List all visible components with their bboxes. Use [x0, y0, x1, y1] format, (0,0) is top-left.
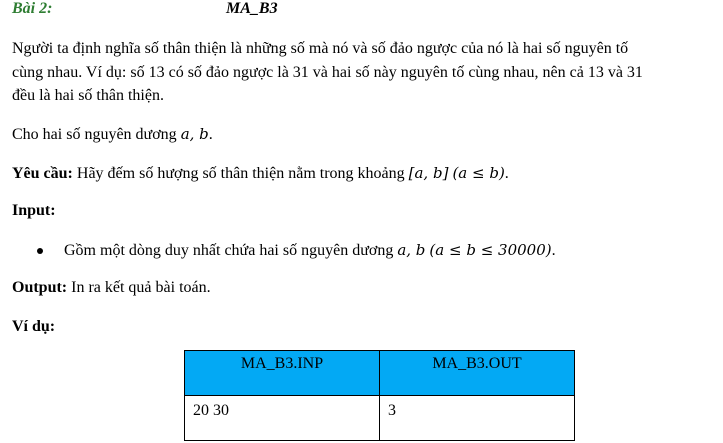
output-line — [12, 278, 211, 298]
example-header-inp: MA_B3.INP — [185, 351, 380, 396]
example-cell-input: 20 30 — [185, 396, 380, 441]
problem-code: MA_B3 — [226, 0, 278, 17]
requirement-line — [12, 163, 509, 184]
problem-number: Bài 2: — [12, 0, 53, 17]
table-row — [185, 396, 575, 441]
example-table — [184, 350, 575, 441]
input-bullet-line — [64, 240, 556, 261]
input-bullet-math: a, b — [397, 241, 426, 259]
example-table-header-row — [185, 351, 575, 396]
given-text: Cho hai số nguyên dương — [12, 126, 181, 143]
requirement-label: Yêu cầu: — [12, 165, 73, 182]
given-end: . — [208, 126, 213, 143]
output-text: In ra kết quả bài toán. — [67, 279, 211, 296]
example-label: Ví dụ: — [12, 318, 56, 335]
requirement-text: Hãy đếm số hượng số thân thiện nằm trong khoảng — [72, 165, 409, 182]
output-label: Output: — [12, 279, 68, 296]
given-math: a, b — [180, 125, 209, 143]
requirement-interval: [a, b] — [408, 164, 449, 182]
input-bullet-end: . — [551, 242, 556, 259]
intro-line-3: đều là hai số thân thiện. — [12, 87, 164, 104]
input-heading — [12, 201, 56, 221]
example-cell-output: 3 — [380, 396, 575, 441]
intro-line-1: Người ta định nghĩa số thân thiện là những số mà nó và số đảo ngược của nó là hai số nguyên tố — [12, 40, 629, 57]
input-bullet-condition: (a ≤ b ≤ 30000) — [429, 241, 552, 259]
example-heading — [12, 317, 55, 337]
example-header-out: MA_B3.OUT — [380, 351, 575, 396]
intro-line-2: cùng nhau. Ví dụ: số 13 có số đảo ngược là 31 và hai số này nguyên tố cùng nhau, nên cả 13 và 31 — [12, 64, 643, 81]
requirement-condition: (a ≤ b) — [452, 164, 505, 182]
input-label: Input: — [12, 202, 56, 219]
requirement-end: . — [504, 165, 509, 182]
bullet-icon — [37, 248, 43, 254]
input-bullet-text: Gồm một dòng duy nhất chứa hai số nguyên dương — [64, 242, 398, 259]
given-line — [12, 124, 213, 145]
